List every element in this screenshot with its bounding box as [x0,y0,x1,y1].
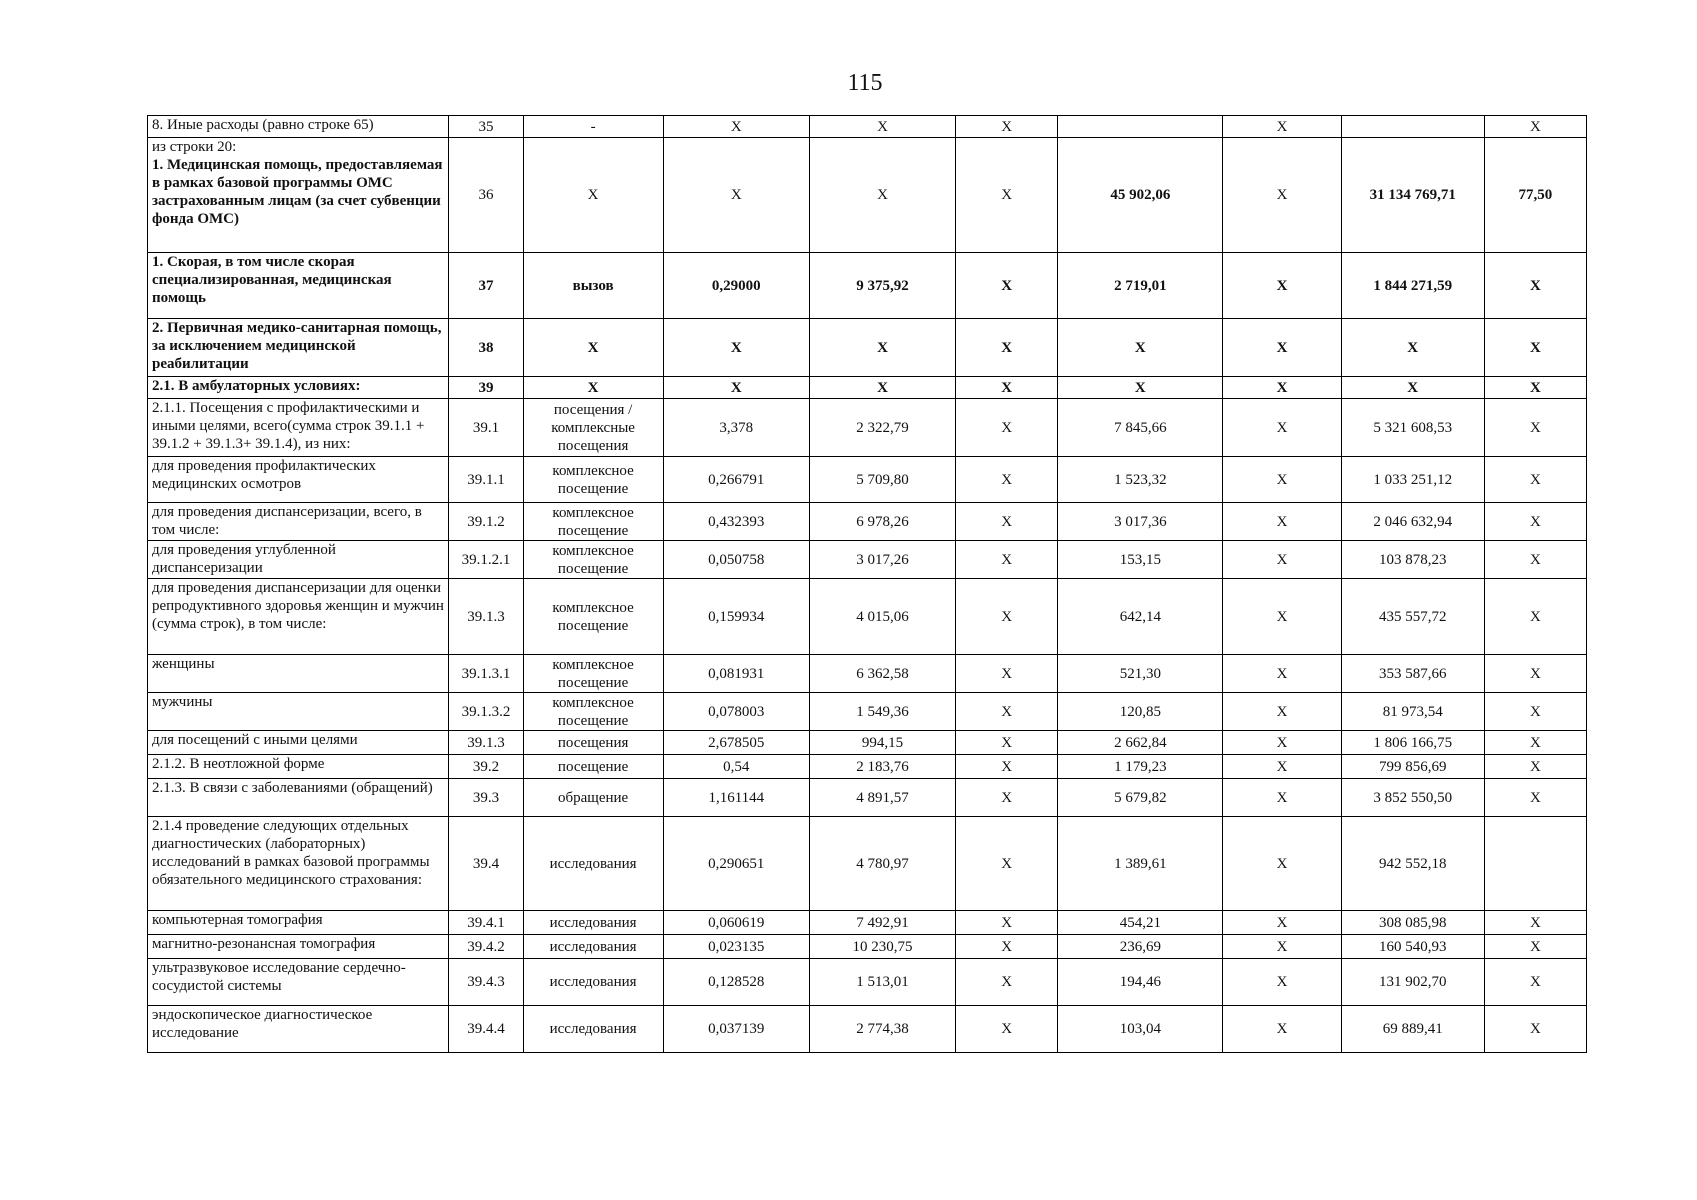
table-cell: 4 015,06 [809,579,955,655]
table-cell: 1 513,01 [809,959,955,1006]
table-cell: 37 [449,253,523,319]
table-cell: Х [663,138,809,253]
table-cell: 942 552,18 [1341,817,1484,911]
table-cell: 5 321 608,53 [1341,399,1484,457]
row-name-cell [148,503,449,541]
row-name-cell [148,817,449,911]
table-cell: 994,15 [809,731,955,755]
table-cell: 131 902,70 [1341,959,1484,1006]
table-cell: Х [956,116,1058,138]
table-cell: 194,46 [1058,959,1223,1006]
row-name-cell [148,779,449,817]
table-cell: Х [1223,779,1341,817]
table-cell: 1 549,36 [809,693,955,731]
table-cell: 5 679,82 [1058,779,1223,817]
table-cell: Х [956,319,1058,377]
table-cell: комплексное посещение [523,457,663,503]
table-cell: 7 492,91 [809,911,955,935]
table-cell: 2 046 632,94 [1341,503,1484,541]
table-cell: Х [1223,253,1341,319]
row-name-text: эндоскопическое диагностическое исследование [152,1007,373,1041]
table-cell: Х [1223,579,1341,655]
table-cell: комплексное посещение [523,693,663,731]
row-name-text: для проведения углубленной диспансеризации [152,542,336,576]
table-cell: Х [956,731,1058,755]
table-cell: Х [663,377,809,399]
table-cell: Х [956,253,1058,319]
table-row [148,579,1587,655]
table-cell [1341,116,1484,138]
table-cell: 308 085,98 [1341,911,1484,935]
table-cell: Х [1484,755,1586,779]
table-cell: 2 322,79 [809,399,955,457]
table-cell: 2 662,84 [1058,731,1223,755]
table-cell: 454,21 [1058,911,1223,935]
table-cell: комплексное посещение [523,655,663,693]
table-cell: Х [1223,731,1341,755]
row-name-cell [148,399,449,457]
table-cell [1484,817,1586,911]
table-cell: Х [1484,1006,1586,1053]
table-cell: Х [1484,779,1586,817]
table-cell: 120,85 [1058,693,1223,731]
row-name-cell [148,731,449,755]
table-row [148,817,1587,911]
table-cell: 39.1.1 [449,457,523,503]
table-cell: 2,678505 [663,731,809,755]
table-cell: 77,50 [1484,138,1586,253]
row-name-text: для проведения профилактических медицинских осмотров [152,458,376,492]
table-row [148,1006,1587,1053]
row-name-text: 8. Иные расходы (равно строке 65) [152,117,374,133]
table-cell: Х [1484,655,1586,693]
table-cell: Х [1484,377,1586,399]
table-cell: Х [1484,731,1586,755]
table-cell: Х [809,116,955,138]
table-cell: 0,078003 [663,693,809,731]
table-cell: 103,04 [1058,1006,1223,1053]
table-cell: Х [1484,399,1586,457]
table-cell: 2 774,38 [809,1006,955,1053]
table-cell: 69 889,41 [1341,1006,1484,1053]
table-cell: Х [1058,377,1223,399]
table-cell: Х [1223,116,1341,138]
table-row [148,377,1587,399]
table-cell: Х [1223,911,1341,935]
table-cell: 45 902,06 [1058,138,1223,253]
table-cell: Х [956,377,1058,399]
table-cell: 9 375,92 [809,253,955,319]
table-cell: 0,128528 [663,959,809,1006]
table-cell: Х [956,399,1058,457]
table-cell: исследования [523,1006,663,1053]
table-cell: Х [1484,935,1586,959]
table-cell: Х [1484,541,1586,579]
table-cell: Х [809,319,955,377]
table-cell: исследования [523,959,663,1006]
table-row [148,755,1587,779]
table-cell: 39.4.2 [449,935,523,959]
table-cell: 0,432393 [663,503,809,541]
table-cell: обращение [523,779,663,817]
table-cell: 36 [449,138,523,253]
table-cell: Х [1484,457,1586,503]
table-cell: Х [1484,319,1586,377]
table-cell: 1 389,61 [1058,817,1223,911]
table-cell: 39.1.2.1 [449,541,523,579]
row-name-text: 2.1.2. В неотложной форме [152,756,325,772]
table-row [148,693,1587,731]
row-name-cell [148,959,449,1006]
row-name-text: 2. Первичная медико-санитарная помощь, за исключением медицинской реабилитации [152,320,442,372]
table-cell: 81 973,54 [1341,693,1484,731]
table-cell: Х [523,138,663,253]
table-cell: Х [1058,319,1223,377]
table-cell: 0,037139 [663,1006,809,1053]
table-cell: 39.4 [449,817,523,911]
table-cell: 0,159934 [663,579,809,655]
table-cell: 0,290651 [663,817,809,911]
table-cell: Х [1223,817,1341,911]
table-cell: 10 230,75 [809,935,955,959]
table-cell: Х [956,1006,1058,1053]
row-name-text: для проведения диспансеризации для оценки репродуктивного здоровья женщин и мужчин (сумма строк), в том числе: [152,580,444,632]
table-cell: Х [1223,377,1341,399]
table-cell: 39.3 [449,779,523,817]
table-cell: исследования [523,935,663,959]
table-row [148,779,1587,817]
row-name-cell [148,116,449,138]
table-cell: 5 709,80 [809,457,955,503]
table-cell: Х [956,911,1058,935]
table-cell [1058,116,1223,138]
table-cell: - [523,116,663,138]
table-cell: 1 033 251,12 [1341,457,1484,503]
table-cell: 39.1.3 [449,579,523,655]
table-cell: 39.4.4 [449,1006,523,1053]
table-cell: 3 017,26 [809,541,955,579]
table-cell: 160 540,93 [1341,935,1484,959]
table-cell: 39.4.3 [449,959,523,1006]
table-cell: 0,050758 [663,541,809,579]
row-name-text: для проведения диспансеризации, всего, в том числе: [152,504,422,538]
table-cell: Х [1223,503,1341,541]
table-cell: посещения / комплексные посещения [523,399,663,457]
row-name-text: мужчины [152,694,213,710]
table-cell: 4 891,57 [809,779,955,817]
row-name-cell [148,138,449,253]
table-cell: Х [1341,377,1484,399]
table-cell: Х [809,377,955,399]
row-name-cell [148,541,449,579]
table-row [148,138,1587,253]
table-cell: Х [1484,959,1586,1006]
table-cell: 35 [449,116,523,138]
table-cell: 6 978,26 [809,503,955,541]
row-name-cell [148,935,449,959]
table-cell: комплексное посещение [523,541,663,579]
table-cell: 1 179,23 [1058,755,1223,779]
table-row [148,655,1587,693]
table-cell: Х [1223,138,1341,253]
table-row [148,911,1587,935]
table-cell: 1 844 271,59 [1341,253,1484,319]
row-name-cell [148,579,449,655]
table-cell: комплексное посещение [523,503,663,541]
table-row [148,503,1587,541]
table-cell: комплексное посещение [523,579,663,655]
row-name-text: ультразвуковое исследование сердечно-сосудистой системы [152,960,406,994]
table-row [148,935,1587,959]
table-cell: посещение [523,755,663,779]
table-row [148,541,1587,579]
row-name-cell [148,1006,449,1053]
row-name-cell [148,693,449,731]
table-cell: исследования [523,911,663,935]
table-cell: Х [1223,1006,1341,1053]
row-name-cell [148,377,449,399]
table-cell: Х [1484,503,1586,541]
table-cell: Х [663,319,809,377]
table-cell: 642,14 [1058,579,1223,655]
table-cell: Х [1484,579,1586,655]
table-cell: 0,29000 [663,253,809,319]
row-name-text: компьютерная томография [152,912,323,928]
row-name-text: магнитно-резонансная томография [152,936,376,952]
table-cell: Х [956,935,1058,959]
table-cell: 3 017,36 [1058,503,1223,541]
table-cell: 0,266791 [663,457,809,503]
row-name-text: 1. Скорая, в том числе скорая специализированная, медицинская помощь [152,254,392,306]
row-name-bold-text: 1. Медицинская помощь, предоставляемая в рамках базовой программы ОМС застрахованным лицам (за счет субвенции фонда ОМС) [152,157,443,227]
table-row [148,959,1587,1006]
table-cell: 39.1.2 [449,503,523,541]
table-row [148,731,1587,755]
table-cell: 3,378 [663,399,809,457]
row-name-text: 2.1.1. Посещения с профилактическими и иными целями, всего(сумма строк 39.1.1 + 39.1.2 + 39.1.3+ 39.1.4), из них: [152,400,425,452]
table-cell: 39 [449,377,523,399]
row-name-cell [148,755,449,779]
row-name-text: 2.1.3. В связи с заболеваниями (обращений) [152,780,433,796]
row-name-text: для посещений с иными целями [152,732,358,748]
table-cell: 353 587,66 [1341,655,1484,693]
table-cell: 236,69 [1058,935,1223,959]
table-cell: Х [1484,116,1586,138]
table-cell: 0,081931 [663,655,809,693]
table-cell: 4 780,97 [809,817,955,911]
table-cell: 1 523,32 [1058,457,1223,503]
table-cell: 103 878,23 [1341,541,1484,579]
table-cell: 31 134 769,71 [1341,138,1484,253]
table-cell: Х [956,959,1058,1006]
table-cell: 435 557,72 [1341,579,1484,655]
table-cell: Х [1341,319,1484,377]
table-cell: Х [956,693,1058,731]
row-name-cell [148,319,449,377]
table-cell: 39.1.3 [449,731,523,755]
table-cell: Х [956,817,1058,911]
table-cell: Х [1223,755,1341,779]
table-row [148,253,1587,319]
row-name-text: из строки 20: [152,139,237,155]
table-cell: Х [1223,399,1341,457]
table-cell: Х [1223,935,1341,959]
table-cell: Х [956,503,1058,541]
table-cell: Х [1223,693,1341,731]
table-cell: Х [1484,253,1586,319]
table-row [148,457,1587,503]
table-row [148,399,1587,457]
table-cell: Х [956,655,1058,693]
table-cell: Х [956,457,1058,503]
page-number: 115 [847,70,883,96]
row-name-text: 2.1. В амбулаторных условиях: [152,378,361,394]
row-name-cell [148,911,449,935]
row-name-cell [148,457,449,503]
table-cell: 1,161144 [663,779,809,817]
table-cell: 0,023135 [663,935,809,959]
table-cell: 2 719,01 [1058,253,1223,319]
table-cell: 39.2 [449,755,523,779]
row-name-cell [148,655,449,693]
table-cell: 38 [449,319,523,377]
table-cell: Х [1484,693,1586,731]
table-cell: 39.1.3.1 [449,655,523,693]
table-cell: 0,54 [663,755,809,779]
table-cell: 3 852 550,50 [1341,779,1484,817]
table-cell: Х [1484,911,1586,935]
table-cell: Х [523,377,663,399]
table-cell: Х [956,541,1058,579]
row-name-text: 2.1.4 проведение следующих отдельных диагностических (лабораторных) исследований в рамках базовой программы обязательного медицинского страхования: [152,818,430,888]
table-cell: Х [809,138,955,253]
table-cell: 1 806 166,75 [1341,731,1484,755]
table-cell: Х [1223,541,1341,579]
table-cell: 7 845,66 [1058,399,1223,457]
table-cell: Х [956,579,1058,655]
table-cell: Х [1223,655,1341,693]
table-cell: 153,15 [1058,541,1223,579]
table-cell: посещения [523,731,663,755]
table-cell: Х [1223,959,1341,1006]
table-cell: 39.1.3.2 [449,693,523,731]
table-cell: 39.4.1 [449,911,523,935]
table-cell: Х [956,779,1058,817]
table-cell: Х [663,116,809,138]
table-row [148,319,1587,377]
table-cell: 6 362,58 [809,655,955,693]
table-cell: вызов [523,253,663,319]
table-cell: 521,30 [1058,655,1223,693]
data-table [147,115,1587,1053]
table-cell: Х [956,138,1058,253]
table-cell: 2 183,76 [809,755,955,779]
table-row [148,116,1587,138]
row-name-cell [148,253,449,319]
row-name-text: женщины [152,656,215,672]
table-cell: Х [523,319,663,377]
table-cell: Х [1223,457,1341,503]
table-cell: 39.1 [449,399,523,457]
table-cell: Х [1223,319,1341,377]
table-cell: исследования [523,817,663,911]
table-cell: 0,060619 [663,911,809,935]
table-cell: 799 856,69 [1341,755,1484,779]
table-cell: Х [956,755,1058,779]
